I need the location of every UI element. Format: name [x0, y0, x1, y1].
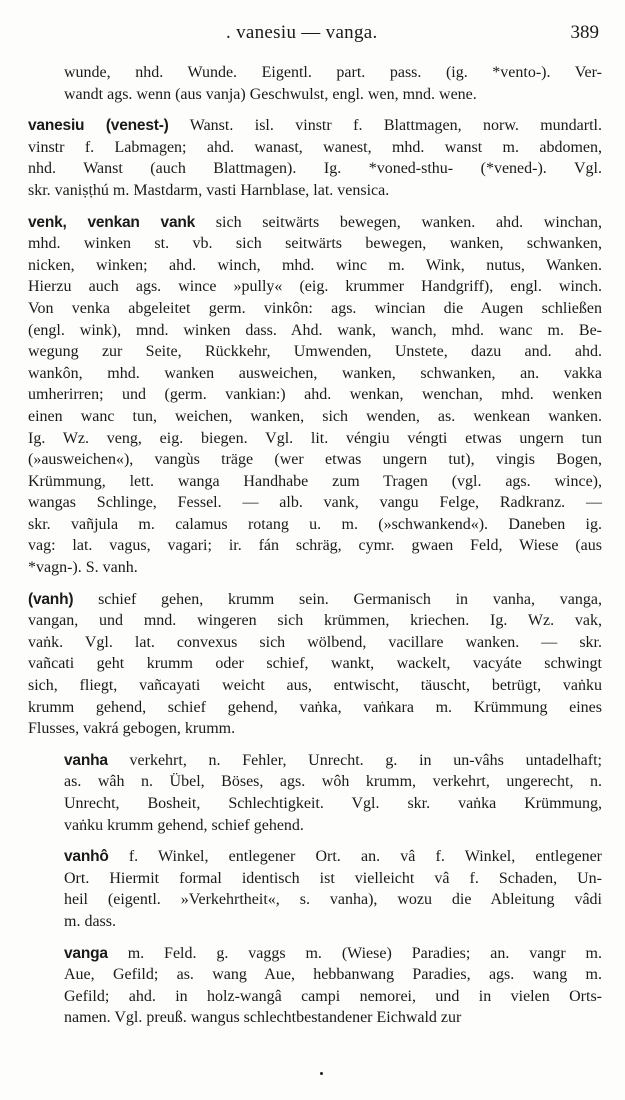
- headword: vanha: [64, 751, 108, 769]
- entry-text: wankôn, mhd. wanken ausweichen, wanken, schwanken, an. vakka: [28, 364, 602, 382]
- entry-line: [64, 846, 602, 868]
- entry-text: *vagn-). S. vanh.: [28, 559, 138, 577]
- entry-line: [64, 84, 602, 106]
- entry-text: vaṅk. Vgl. lat. convexus sich wölbend, vacillare wanken. — skr.: [28, 633, 602, 651]
- entry-line: [28, 653, 602, 675]
- entry-text: Aue, Gefild; as. wang Aue, hebbanwang Paradies, ags. wang m.: [64, 966, 602, 984]
- entry-line: [64, 889, 602, 911]
- headword: vanhô: [64, 848, 109, 866]
- entry-line: [28, 471, 602, 493]
- entry-text: Flusses, vakrá gebogen, krumm.: [28, 720, 236, 738]
- entry-text: wegung zur Seite, Rückkehr, Umwenden, Unstete, dazu and. ahd.: [28, 343, 602, 361]
- entry-line: [28, 363, 602, 385]
- headword: venk, venkan vank: [28, 213, 196, 231]
- entry-text: as. wâh n. Übel, Böses, ags. wôh krumm, verkehrt, ungerecht, n.: [64, 773, 602, 791]
- entry-line: [28, 718, 602, 740]
- entry-text: namen. Vgl. preuß. wangus schlechtbestandener Eichwald zur: [64, 1009, 462, 1027]
- entry-line: [28, 557, 602, 579]
- entry-line: [28, 180, 602, 202]
- entry-vanga: [64, 943, 602, 1029]
- entry-line: [28, 610, 602, 632]
- entry-line: [28, 276, 602, 298]
- entry-vanh: [28, 589, 602, 740]
- entry-line: [64, 62, 602, 84]
- entry-text: skr. vañjula m. calamus rotang u. m. (»schwankend«). Daneben ig.: [28, 515, 602, 533]
- entry-text: vinstr f. Labmagen; ahd. wanast, wanest, mhd. wanst m. abdomen,: [28, 138, 602, 156]
- entry-text: vaṅku krumm gehend, schief gehend.: [64, 816, 304, 834]
- entry-line: [28, 449, 602, 471]
- entry-line: [28, 514, 602, 536]
- entry-text: umherirren; und (germ. vankian:) ahd. wenkan, wenchan, mhd. wenken: [28, 386, 602, 404]
- entry-text: Hierzu auch ags. wince »pully« (eig. krummer Handgriff), engl. winch.: [28, 278, 602, 296]
- headword: vanesiu (venest-): [28, 117, 169, 135]
- entry-line: [28, 697, 602, 719]
- entry-text: nhd. Wanst (auch Blattmagen). Ig. *voned-sthu- (*vened-). Vgl.: [28, 160, 602, 178]
- entry-line: [28, 341, 602, 363]
- entry-line: [28, 158, 602, 180]
- entry-vanesiu: [28, 115, 602, 201]
- entry-line: [28, 492, 602, 514]
- footer-mark: [320, 1072, 323, 1075]
- entry-line: [28, 115, 602, 137]
- entry-text: (engl. wink), mnd. winken dass. Ahd. wank, wanch, mhd. wanc m. Be-: [28, 321, 602, 339]
- entry-text: mhd. winken st. vb. sich seitwärts bewegen, wanken, schwanken,: [28, 235, 602, 253]
- entry-venk: [28, 212, 602, 579]
- entry-line: [28, 675, 602, 697]
- entry-text: krumm gehend, schief gehend, vaṅka, vaṅkara m. Krümmung eines: [28, 698, 602, 716]
- entry-line: [28, 406, 602, 428]
- entry-text: heil (eigentl. »Verkehrtheit«, s. vanha), wozu die Ableitung vâdi: [64, 891, 602, 909]
- entry-line: [28, 137, 602, 159]
- entry-text: verkehrt, n. Fehler, Unrecht. g. in un-vâhs untadelhaft;: [107, 751, 602, 769]
- entry-line: [64, 943, 602, 965]
- running-head: . vanesiu — vanga.: [226, 22, 378, 43]
- entry-line: [64, 911, 602, 933]
- entry-line: [64, 815, 602, 837]
- entry-text: Ort. Hiermit formal identisch ist vielleicht vâ f. Schaden, Un-: [64, 869, 602, 887]
- entry-line: [28, 233, 602, 255]
- entry-text: nicken, winken; ahd. winch, mhd. winc m. Wink, nutus, Wanken.: [28, 256, 602, 274]
- entry-line: [64, 750, 602, 772]
- entry-text: wunde, nhd. Wunde. Eigentl. part. pass. (ig. *vento-). Ver-: [64, 64, 602, 81]
- entry-vanho: [64, 846, 602, 932]
- entry-line: [28, 320, 602, 342]
- entry-text: skr. vaniṣṭhú m. Mastdarm, vasti Harnblase, lat. vensica.: [28, 181, 390, 199]
- entry-line: [28, 632, 602, 654]
- entry-line: [64, 868, 602, 890]
- entry-text: Gefild; ahd. in holz-wangâ campi nemorei, und in vielen Orts-: [64, 987, 602, 1005]
- entry-line: [28, 535, 602, 557]
- entry-line: [64, 964, 602, 986]
- entry-line: [64, 1007, 602, 1029]
- entry-text: vag: lat. vagus, vagari; ir. fán schräg, cymr. gwaen Feld, Wiese (aus: [28, 537, 602, 555]
- entry-wunde-cont: [64, 62, 602, 105]
- entry-text: vangan, und mnd. wingeren sich krümmen, kriechen. Ig. Wz. vak,: [28, 612, 602, 630]
- entry-text: sich seitwärts bewegen, wanken. ahd. winchan,: [195, 213, 602, 231]
- entry-text: m. dass.: [64, 912, 116, 930]
- headword: vanga: [64, 944, 108, 962]
- page-number: 389: [570, 22, 599, 43]
- entry-text: f. Winkel, entlegener Ort. an. vâ f. Winkel, entlegener: [108, 848, 602, 866]
- entry-text: Unrecht, Bosheit, Schlechtigkeit. Vgl. skr. vaṅka Krümmung,: [64, 795, 602, 812]
- page-header: [0, 18, 625, 48]
- entry-line: [28, 298, 602, 320]
- entry-text: wandt ags. wenn (aus vanja) Geschwulst, engl. wen, mnd. wene.: [64, 85, 477, 103]
- entry-text: vañcati geht krumm oder schief, wankt, wackelt, vacyáte schwingt: [28, 655, 602, 673]
- entry-line: [64, 986, 602, 1008]
- entry-text: Wanst. isl. vinstr f. Blattmagen, norw. mundartl.: [168, 117, 603, 135]
- entry-text: schief gehen, krumm sein. Germanisch in vanha, vanga,: [73, 590, 602, 608]
- entry-text: Ig. Wz. veng, eig. biegen. Vgl. lit. véngiu véngti etwas ungern tun: [28, 429, 602, 447]
- entry-text: sich, fliegt, vañcayati weicht aus, entwischt, täuscht, betrügt, vaṅku: [28, 677, 602, 695]
- entry-line: [64, 793, 602, 815]
- entry-text: einen wanc tun, weichen, wanken, sich wenden, as. wenkean wanken.: [28, 407, 602, 425]
- entry-text: Krümmung, lett. wanga Handhabe zum Tragen (vgl. ags. wince),: [28, 472, 602, 490]
- dictionary-body: [28, 62, 602, 1039]
- entry-text: m. Feld. g. vaggs m. (Wiese) Paradies; an. vangr m.: [107, 944, 602, 962]
- entry-text: (»ausweichen«), vangùs träge (wer etwas ungern tut), vingis Bogen,: [28, 451, 602, 469]
- entry-line: [28, 255, 602, 277]
- entry-line: [64, 771, 602, 793]
- entry-line: [28, 384, 602, 406]
- entry-text: Von venka abgeleitet germ. vinkôn: ags. wincian die Augen schließen: [28, 299, 602, 317]
- headword: (vanh): [28, 590, 74, 608]
- entry-line: [28, 428, 602, 450]
- entry-line: [28, 212, 602, 234]
- entry-text: wangas Schlinge, Fessel. — alb. vank, vangu Felge, Radkranz. —: [28, 494, 602, 512]
- entry-line: [28, 589, 602, 611]
- entry-vanha: [64, 750, 602, 836]
